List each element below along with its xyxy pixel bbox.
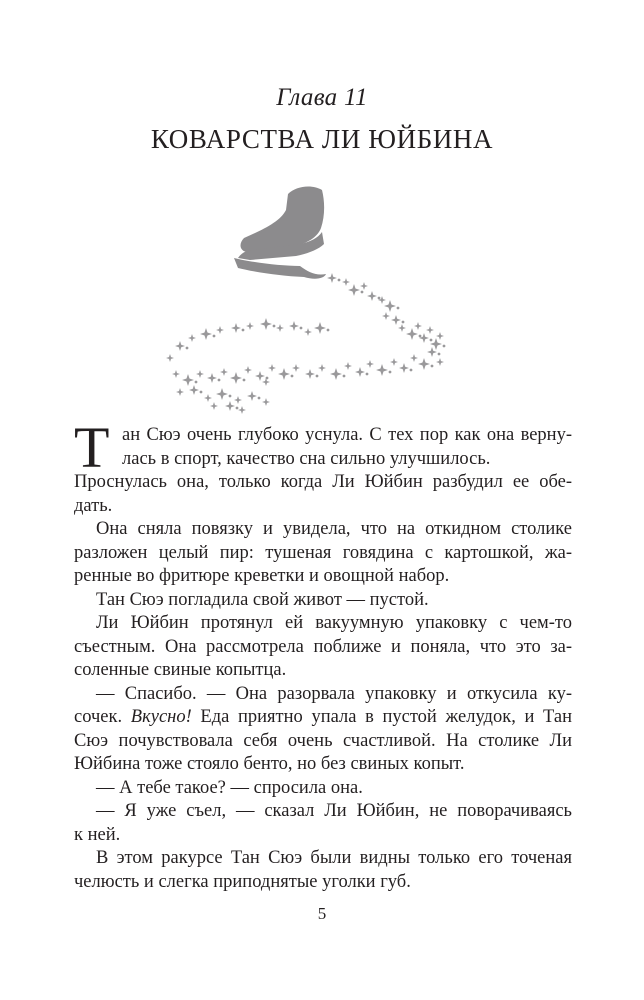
sparkle-dot <box>218 379 220 381</box>
line-text: ренные во фритюре креветки и овощной набор. <box>74 566 450 586</box>
sparkle-icon <box>306 370 314 378</box>
line-fragment: сочек. <box>74 707 131 727</box>
sparkle-icon <box>226 402 234 410</box>
sparkle-dot <box>431 365 433 367</box>
text-line <box>74 448 572 472</box>
line-text: Ли Юйбин протянул ей вакуумную упаковку с чем-то <box>96 613 572 633</box>
sparkle-dot <box>378 297 380 299</box>
sparkle-icon <box>205 395 211 401</box>
sparkle-dot <box>316 375 318 377</box>
sparkle-dot <box>419 335 421 337</box>
sparkle-icon <box>247 323 253 329</box>
sparkle-dot <box>213 335 215 337</box>
sparkle-icon <box>315 323 325 333</box>
sparkle-icon <box>349 285 359 295</box>
sparkle-icon <box>431 339 441 349</box>
sparkle-dot <box>300 327 302 329</box>
sparkle-icon <box>331 369 341 379</box>
sparkle-dot <box>273 325 275 327</box>
text-line <box>74 589 572 613</box>
sparkle-icon <box>239 407 245 413</box>
line-text: челюсть и слегка приподнятые уголки губ. <box>74 871 411 892</box>
sparkle-icon <box>263 379 269 385</box>
text-line <box>74 659 572 683</box>
text-line <box>74 636 572 660</box>
sparkle-icon <box>377 365 387 375</box>
text-line <box>74 847 572 871</box>
sparkle-icon <box>173 371 179 377</box>
line-text: — Спасибо. — Она разорвала упаковку и откусила ку- <box>96 683 572 704</box>
text-line <box>74 777 572 801</box>
body-text <box>74 415 572 894</box>
sparkle-dot <box>236 407 238 409</box>
sparkle-icon <box>305 329 311 335</box>
sparkle-icon <box>411 355 417 361</box>
sparkle-icon <box>176 342 184 350</box>
sparkle-icon <box>345 363 351 369</box>
sparkle-dot <box>266 377 268 379</box>
sparkle-icon <box>248 392 256 400</box>
drop-cap: Т <box>74 415 110 480</box>
sparkle-icon <box>391 359 397 365</box>
sparkle-icon <box>415 323 421 329</box>
sparkle-dot <box>258 397 260 399</box>
sparkle-dot <box>402 321 404 323</box>
sparkle-icon <box>235 397 241 403</box>
text-line <box>74 683 572 707</box>
sparkle-icon <box>427 327 433 333</box>
line-text: разложен целый пир: тушеная говядина с картошкой, жа- <box>74 542 572 563</box>
sparkle-icon <box>277 325 283 331</box>
sparkle-icon <box>177 389 183 395</box>
sparkle-icon <box>261 319 271 329</box>
line-fragment: Еда приятно упала в пустой желудок, и Тан <box>191 707 572 727</box>
sparkle-dot <box>243 379 245 381</box>
text-line <box>74 730 572 754</box>
sparkle-icon <box>231 373 241 383</box>
sparkle-dot <box>291 375 293 377</box>
italic-emphasis: Вкусно! <box>130 707 192 727</box>
text-line <box>74 471 572 495</box>
chapter-number: Глава 11 <box>276 84 368 111</box>
line-text: дать. <box>74 495 113 516</box>
line-text: В этом ракурсе Тан Сюэ были видны только его точеная <box>96 848 572 868</box>
sparkle-icon <box>420 334 428 342</box>
sparkle-icon <box>256 372 264 380</box>
sparkle-icon <box>356 368 364 376</box>
sparkle-dot <box>438 353 440 355</box>
sparkle-icon <box>400 364 408 372</box>
sparkle-icon <box>290 322 298 330</box>
sparkle-dot <box>343 375 345 377</box>
sparkle-icon <box>367 361 373 367</box>
sparkle-dot <box>327 329 329 331</box>
sparkle-icon <box>269 365 275 371</box>
sparkle-dot <box>338 279 340 281</box>
sparkle-icon <box>407 329 417 339</box>
sparkle-dot <box>389 371 391 373</box>
sparkle-dot <box>195 381 197 383</box>
sparkle-icon <box>419 359 429 369</box>
sparkle-icon <box>399 325 405 331</box>
text-line <box>74 612 572 636</box>
sparkle-dot <box>443 345 445 347</box>
sparkle-icon <box>217 389 227 399</box>
text-line <box>74 542 572 566</box>
sparkle-icon <box>211 403 217 409</box>
text-line <box>74 824 572 848</box>
line-text: соленные свиные копытца. <box>74 660 287 680</box>
sparkle-icon <box>392 316 400 324</box>
text-line <box>74 706 572 730</box>
text-line <box>74 800 572 824</box>
sparkle-icon <box>197 371 203 377</box>
sparkle-icon <box>189 335 195 341</box>
sparkle-icon <box>245 367 251 373</box>
line-text: Тан Сюэ погладила свой живот — пустой. <box>96 589 429 610</box>
sparkle-icon <box>319 365 325 371</box>
sparkle-icon <box>279 369 289 379</box>
line-text: Сюэ почувствовала себя очень счастливой. На столике Ли <box>74 730 572 751</box>
line-text: Проснулась она, только когда Ли Юйбин разбудил ее обе- <box>74 472 572 492</box>
line-text: к ней. <box>74 824 121 845</box>
sparkle-icon <box>437 333 443 339</box>
line-text: — А тебе такое? — спросила она. <box>96 777 363 798</box>
sparkle-dot <box>410 369 412 371</box>
sparkle-dot <box>200 391 202 393</box>
line-text: ан Сюэ очень глубоко уснула. С тех пор как она верну- <box>122 425 572 445</box>
sparkle-icon <box>232 324 240 332</box>
line-text: съестным. Она рассмотрела поближе и поняла, что это за- <box>74 636 572 657</box>
sparkle-dot <box>366 373 368 375</box>
text-line <box>74 753 572 777</box>
line-text <box>74 706 572 730</box>
line-text: Она сняла повязку и увидела, что на откидном столике <box>96 519 572 539</box>
sparkle-trail <box>167 274 445 413</box>
sparkle-dot <box>397 307 399 309</box>
sparkle-icon <box>328 274 336 282</box>
chapter-title: КОВАРСТВА ЛИ ЮЙБИНА <box>150 124 494 154</box>
sparkle-icon <box>437 359 443 365</box>
ice-skate-icon <box>234 187 326 279</box>
sparkle-icon <box>293 365 299 371</box>
sparkle-icon <box>383 313 389 319</box>
sparkle-icon <box>263 399 269 405</box>
sparkle-dot <box>186 347 188 349</box>
sparkle-icon <box>428 348 436 356</box>
sparkle-icon <box>361 283 367 289</box>
text-line <box>74 495 572 519</box>
sparkle-icon <box>201 329 211 339</box>
sparkle-icon <box>221 369 227 375</box>
text-line <box>74 424 572 448</box>
line-text: лась в спорт, качество сна сильно улучшилось. <box>122 448 491 469</box>
line-text: Юйбина тоже стояло бенто, но без свиных копыт. <box>74 754 465 774</box>
sparkle-dot <box>430 339 432 341</box>
sparkle-icon <box>343 279 349 285</box>
skate-ornament <box>150 178 470 418</box>
sparkle-icon <box>385 301 395 311</box>
sparkle-dot <box>229 395 231 397</box>
sparkle-icon <box>167 355 173 361</box>
text-line <box>74 518 572 542</box>
sparkle-icon <box>208 374 216 382</box>
sparkle-icon <box>183 375 193 385</box>
sparkle-icon <box>217 327 223 333</box>
sparkle-icon <box>368 292 376 300</box>
sparkle-dot <box>361 291 363 293</box>
text-line <box>74 871 572 895</box>
page-number: 5 <box>317 904 327 923</box>
sparkle-dot <box>242 329 244 331</box>
text-line <box>74 565 572 589</box>
sparkle-icon <box>190 386 198 394</box>
line-text: — Я уже съел, — сказал Ли Юйбин, не поворачиваясь <box>96 801 572 821</box>
